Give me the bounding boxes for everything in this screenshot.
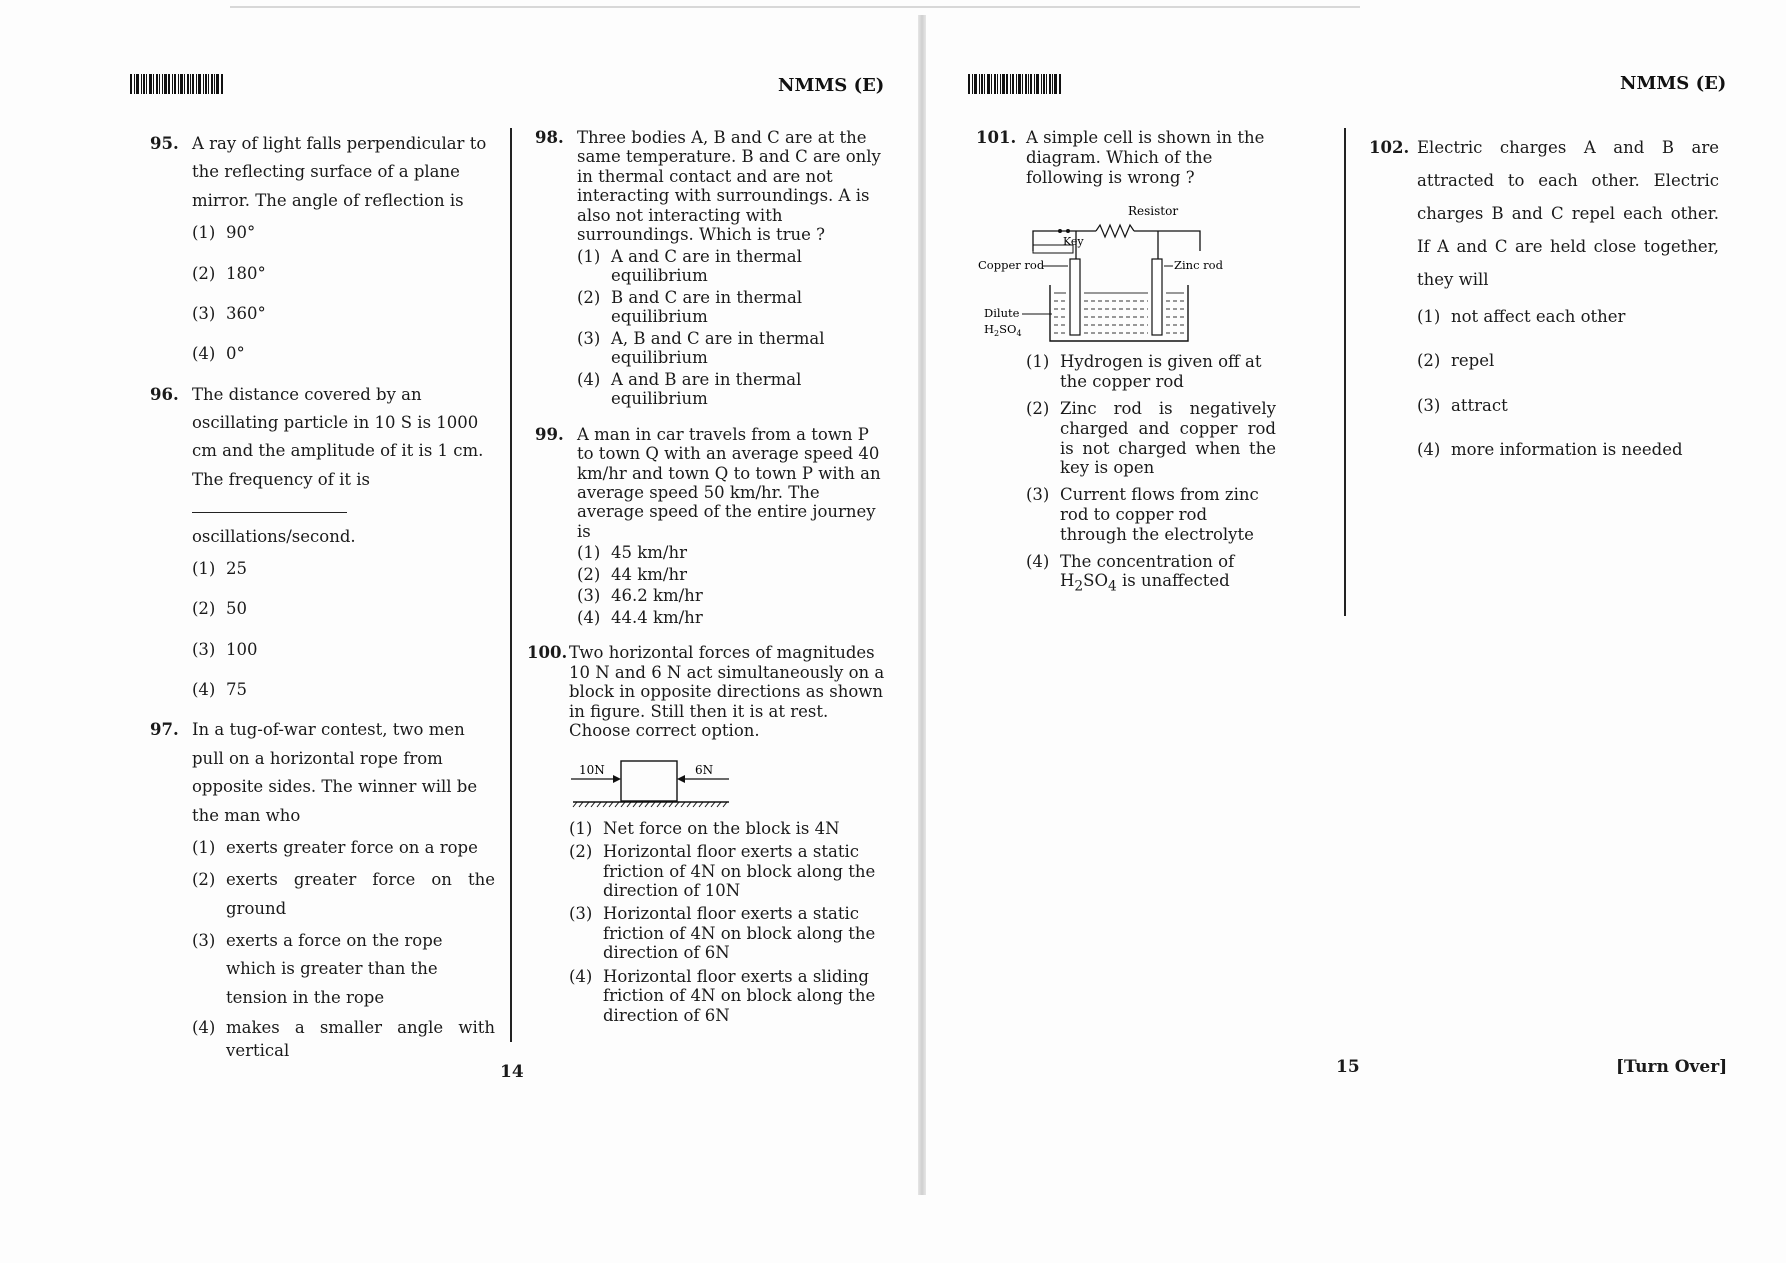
- option-text: not affect each other: [1451, 307, 1626, 326]
- option-text: 44 km/hr: [611, 564, 687, 584]
- option-text: Horizontal floor exerts a static friction of 4N on block along the direction of 6N: [603, 904, 876, 963]
- question-text: A ray of light falls perpendicular to the reflecting surface of a plane mirror. The angle of reflection is: [192, 134, 487, 210]
- option-number: (1): [1417, 307, 1441, 326]
- key-contact-icon: [1066, 229, 1070, 233]
- question-text: [192, 381, 495, 551]
- option-number: (3): [192, 931, 216, 950]
- option-text: attract: [1451, 395, 1508, 415]
- floor-hatching: [573, 802, 727, 807]
- option-text: 180°: [226, 263, 266, 283]
- option-number: (4): [1417, 440, 1441, 460]
- option-text: makes a smaller angle with vertical: [226, 1018, 495, 1061]
- arrowhead-right-icon: [677, 775, 685, 783]
- label-resistor: Resistor: [1128, 204, 1179, 219]
- option-text: 90°: [226, 223, 256, 243]
- option-3: [1417, 395, 1719, 416]
- question-text: Electric charges A and B are attracted to each other. Electric charges B and C repel each other. If A and C are held close together, they will: [1417, 138, 1719, 289]
- option-text: repel: [1451, 351, 1495, 371]
- option-4: [1026, 552, 1276, 596]
- simple-cell-diagram: [978, 201, 1228, 346]
- option-text: 0°: [226, 344, 245, 364]
- option-text: A and B are in thermal equilibrium: [611, 369, 802, 409]
- force-diagram: [569, 755, 739, 811]
- option-1: [577, 247, 885, 286]
- label-copper-rod: Copper rod: [978, 258, 1045, 273]
- question-number: 99.: [535, 424, 564, 444]
- option-text: 75: [226, 680, 247, 699]
- option-number: (3): [192, 303, 216, 323]
- key-contact-icon: [1058, 229, 1062, 233]
- question-100: [527, 643, 885, 1025]
- option-4: [192, 676, 495, 704]
- option-number: (2): [569, 842, 593, 862]
- option-1: [1417, 306, 1719, 327]
- option-2: [1417, 350, 1719, 371]
- block: [621, 761, 677, 801]
- question-number: 100.: [527, 643, 568, 663]
- copper-rod: [1070, 259, 1080, 335]
- option-text: [1060, 551, 1235, 595]
- option-number: (3): [569, 904, 593, 924]
- option-3: [192, 300, 495, 328]
- label-zinc-rod: Zinc rod: [1174, 258, 1223, 273]
- option-4: [192, 1016, 495, 1062]
- turn-over-label: [Turn Over]: [1616, 1057, 1728, 1077]
- question-text: In a tug-of-war contest, two men pull on a horizontal rope from opposite sides. The winner will be the man who: [192, 720, 478, 825]
- option-3: [577, 329, 885, 368]
- barcode-left: [130, 74, 250, 94]
- subscript: 4: [1107, 578, 1117, 595]
- column-divider-right: [1344, 128, 1346, 616]
- option-2: [192, 595, 495, 623]
- option-number: (4): [192, 680, 216, 699]
- question-96: [150, 381, 495, 705]
- option-text: A and C are in thermal equilibrium: [611, 246, 802, 286]
- question-97: [150, 716, 495, 1062]
- option-text: Hydrogen is given off at the copper rod: [1060, 352, 1262, 392]
- option-number: (2): [192, 263, 216, 283]
- question-101: [976, 128, 1276, 595]
- label-key: Key: [1063, 235, 1084, 249]
- option-1: [569, 819, 885, 838]
- option-number: (4): [569, 966, 593, 986]
- arrowhead-left-icon: [613, 775, 621, 783]
- resistor-icon: [1096, 225, 1134, 237]
- option-number: (3): [577, 328, 601, 348]
- option-3: [569, 904, 885, 962]
- option-3: [192, 927, 495, 1012]
- option-number: (1): [192, 558, 216, 578]
- option-text-post: is unaffected: [1116, 571, 1230, 591]
- page-number-right: 15: [1336, 1057, 1360, 1077]
- option-number: (1): [1026, 352, 1050, 372]
- option-text-mid: SO: [1083, 571, 1108, 591]
- option-text: Horizontal floor exerts a static friction of 4N on block along the direction of 10N: [603, 842, 876, 900]
- label-h2so4: $H_2SO_4$: [984, 322, 1022, 339]
- option-text-pre: The concentration of H: [1060, 551, 1235, 591]
- option-number: (1): [192, 837, 216, 857]
- question-number: 102.: [1369, 138, 1410, 157]
- option-4: [569, 967, 885, 1025]
- option-number: (4): [577, 369, 601, 389]
- question-102: [1369, 131, 1719, 461]
- option-4: [1417, 439, 1719, 460]
- page-number-left: 14: [500, 1062, 524, 1082]
- option-text: 44.4 km/hr: [611, 607, 703, 627]
- left-column-1: [150, 130, 495, 1070]
- option-1: [1026, 352, 1276, 392]
- option-2: [569, 842, 885, 900]
- zinc-rod: [1152, 259, 1162, 335]
- option-number: (3): [577, 586, 601, 606]
- option-text: 50: [226, 599, 247, 619]
- option-text: exerts greater force on the ground: [226, 870, 495, 918]
- question-text: Two horizontal forces of magnitudes 10 N and 6 N act simultaneously on a block in opposite directions as shown in figure. Still then it is at rest. Choose correct option.: [569, 643, 885, 741]
- option-1: [577, 543, 885, 562]
- question-number: 96.: [150, 384, 179, 404]
- option-4: [577, 608, 885, 627]
- page-15: [926, 0, 1786, 1263]
- option-text: Zinc rod is negatively charged and copper rod is not charged when the key is open: [1060, 398, 1276, 478]
- answer-blank: [192, 499, 347, 513]
- question-number: 95.: [150, 134, 179, 153]
- option-number: (1): [192, 223, 216, 243]
- question-number: 97.: [150, 720, 179, 740]
- wire-right: [1134, 231, 1200, 251]
- option-1: [192, 219, 495, 247]
- option-number: (2): [577, 287, 601, 307]
- option-number: (2): [192, 599, 216, 619]
- exam-code-left: NMMS (E): [778, 75, 885, 96]
- option-3: [1026, 485, 1276, 544]
- option-2: [577, 288, 885, 327]
- option-number: (2): [192, 870, 216, 890]
- option-text: exerts greater force on a rope: [226, 837, 478, 857]
- question-99: [535, 425, 885, 628]
- question-text: A man in car travels from a town P to town Q with an average speed 40 km/hr and town Q to town P with an average speed 50 km/hr. The average speed of the entire journey is: [577, 424, 881, 541]
- barcode-right: [968, 74, 1088, 94]
- option-3: [192, 636, 495, 664]
- option-number: (3): [1026, 485, 1050, 505]
- option-text: exerts a force on the rope which is greater than the tension in the rope: [226, 931, 443, 1007]
- booklet-spine: [918, 15, 926, 1195]
- option-number: (2): [577, 564, 601, 584]
- right-column-1: [976, 128, 1276, 603]
- option-text: 100: [226, 639, 258, 659]
- option-2: [192, 260, 495, 288]
- question-text: A simple cell is shown in the diagram. Which of the following is wrong ?: [1026, 128, 1265, 187]
- option-2: [1026, 399, 1276, 478]
- question-95: [150, 130, 495, 369]
- option-number: (1): [577, 246, 601, 266]
- option-number: (4): [192, 1018, 216, 1038]
- force-label-6n: 6N: [695, 762, 714, 777]
- option-number: (4): [577, 607, 601, 627]
- exam-code-right: NMMS (E): [1620, 73, 1727, 94]
- option-number: (2): [1026, 398, 1050, 418]
- label-dilute: Dilute: [984, 306, 1020, 321]
- question-number: 98.: [535, 128, 564, 147]
- option-number: (1): [577, 543, 601, 563]
- option-number: (4): [1026, 551, 1050, 571]
- option-text: 25: [226, 558, 247, 578]
- question-98: [535, 128, 885, 409]
- column-divider-left: [510, 128, 512, 1042]
- option-2: [192, 866, 495, 923]
- option-text: Net force on the block is 4N: [603, 818, 840, 838]
- question-text-part-a: The distance covered by an oscillating particle in 10 S is 1000 cm and the amplitude of it is 1 cm. The frequency of it is: [192, 384, 484, 489]
- option-number: (3): [192, 639, 216, 659]
- subscript: 2: [1074, 578, 1084, 595]
- option-text: more information is needed: [1451, 440, 1683, 460]
- option-3: [577, 586, 885, 605]
- option-4: [577, 370, 885, 409]
- option-4: [192, 340, 495, 368]
- option-1: [192, 834, 495, 862]
- option-text: 360°: [226, 303, 266, 323]
- option-2: [577, 565, 885, 584]
- option-number: (4): [192, 344, 216, 364]
- right-column-2: [1369, 131, 1719, 469]
- left-column-2: [527, 128, 885, 1033]
- option-1: [192, 555, 495, 583]
- option-text: A, B and C are in thermal equilibrium: [611, 328, 825, 368]
- option-text: 45 km/hr: [611, 543, 687, 563]
- option-text: Horizontal floor exerts a sliding friction of 4N on block along the direction of 6N: [603, 966, 876, 1025]
- option-number: (3): [1417, 395, 1441, 415]
- option-number: (1): [569, 818, 593, 838]
- question-number: 101.: [976, 128, 1017, 147]
- option-text: B and C are in thermal equilibrium: [611, 287, 803, 327]
- option-text: Current flows from zinc rod to copper rod through the electrolyte: [1060, 485, 1259, 544]
- force-label-10n: 10N: [579, 762, 605, 777]
- option-number: (2): [1417, 351, 1441, 371]
- question-text-part-b: oscillations/second.: [192, 526, 356, 546]
- question-text: Three bodies A, B and C are at the same temperature. B and C are only in thermal contact and are not interacting with surroundings. A is also not interacting with surroundings. Which is true ?: [577, 128, 881, 245]
- option-text: 46.2 km/hr: [611, 586, 703, 606]
